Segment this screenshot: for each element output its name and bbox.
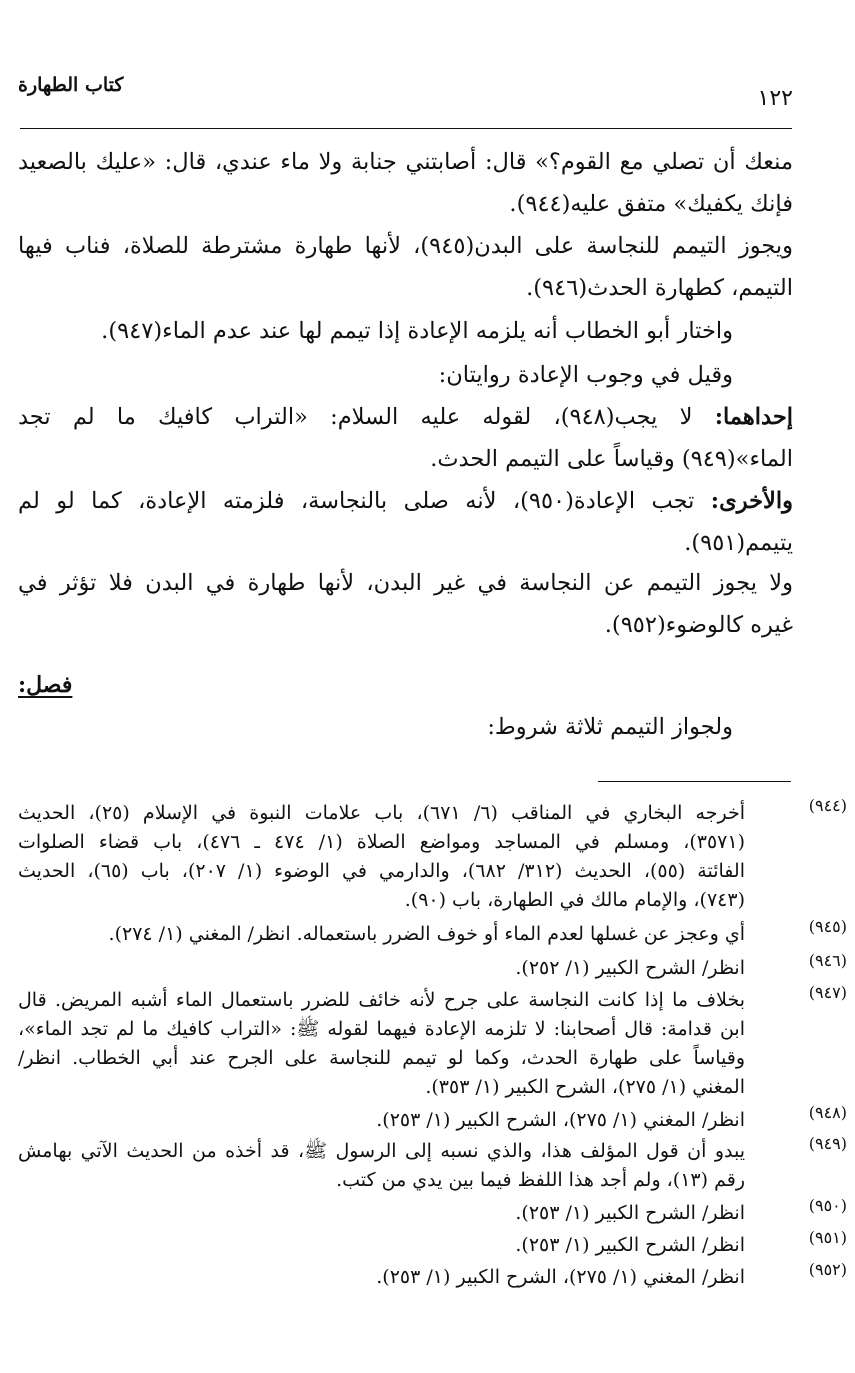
text-line: غيره كالوضوء(٩٥٢). xyxy=(604,612,793,638)
footnote-number: (٩٤٧) xyxy=(808,983,847,1002)
text-line: التيمم، كطهارة الحدث(٩٤٦). xyxy=(526,275,793,301)
section-heading: فصل: xyxy=(18,672,73,698)
footnote-line: انظر/ الشرح الكبير (١/ ٢٥٣). xyxy=(515,1234,745,1256)
footnote-number: (٩٤٤) xyxy=(808,796,847,815)
footnote-line: (٧٤٣)، والإمام مالك في الطهارة، باب (٩٠). xyxy=(404,889,745,911)
page-number: ١٢٢ xyxy=(757,86,793,111)
footnote-line: انظر/ الشرح الكبير (١/ ٢٥٢). xyxy=(515,957,745,979)
footnote-line: المغني (١/ ٢٧٥)، الشرح الكبير (١/ ٣٥٣). xyxy=(425,1076,745,1098)
footnote-line: انظر/ المغني (١/ ٢٧٥)، الشرح الكبير (١/ ٢٥٣). xyxy=(376,1266,745,1288)
text-line: ويجوز التيمم للنجاسة على البدن(٩٤٥)، لأنها طهارة مشترطة للصلاة، فناب فيها xyxy=(18,233,793,259)
footnote-number: (٩٥١) xyxy=(808,1228,847,1247)
text-line: يتيمم(٩٥١). xyxy=(684,530,793,556)
first-opinion-label: إحداهما: xyxy=(714,404,793,430)
footnote-line: انظر/ الشرح الكبير (١/ ٢٥٣). xyxy=(515,1202,745,1224)
footnote-number: (٩٤٩) xyxy=(808,1134,847,1153)
footnote-line: الفائتة (٥٥)، الحديث (٣١٢/ ٦٨٢)، والدارمي في الوضوء (١/ ٢٠٧)، باب (٦٥)، الحديث xyxy=(18,860,745,882)
footnote-rule xyxy=(598,781,791,782)
footnote-line: ابن قدامة: قال أصحابنا: لا تلزمه الإعادة فيهما لقوله ﷺ: «التراب كافيك ما لم تجد الماء»، xyxy=(18,1018,745,1040)
footnote-line: وقياساً على طهارة الحدث، وكما لو تيمم للنجاسة على الجرح عند أبي الخطاب. انظر/ xyxy=(18,1047,745,1069)
footnote-line: بخلاف ما إذا كانت النجاسة على جرح لأنه خائف للضرر باستعمال الماء أشبه المريض. قال xyxy=(18,989,745,1011)
running-title: كتاب الطهارة xyxy=(18,74,124,96)
second-opinion-text: تجب الإعادة(٩٥٠)، لأنه صلى بالنجاسة، فلزمته الإعادة، كما لو لم xyxy=(18,488,695,514)
second-opinion-label: والأخرى: xyxy=(710,488,793,514)
footnote-number: (٩٤٦) xyxy=(808,951,847,970)
footnote-line: (٣٥٧١)، ومسلم في المساجد ومواضع الصلاة (١/ ٤٧٤ ـ ٤٧٦)، باب قضاء الصلوات xyxy=(18,831,745,853)
footnote-line: رقم (١٣)، ولم أجد هذا اللفظ فيما بين يدي من كتب. xyxy=(336,1169,745,1191)
header-rule xyxy=(20,128,792,129)
footnote-line: أخرجه البخاري في المناقب (٦/ ٦٧١)، باب علامات النبوة في الإسلام (٢٥)، الحديث xyxy=(18,802,745,824)
first-opinion-text: لا يجب(٩٤٨)، لقوله عليه السلام: «التراب كافيك ما لم تجد xyxy=(18,404,693,430)
footnote-line: يبدو أن قول المؤلف هذا، والذي نسبه إلى الرسول ﷺ، قد أخذه من الحديث الآتي بهامش xyxy=(18,1140,745,1162)
footnote-number: (٩٥٢) xyxy=(808,1260,847,1279)
footnote-number: (٩٤٥) xyxy=(808,917,847,936)
text-line: واختار أبو الخطاب أنه يلزمه الإعادة إذا تيمم لها عند عدم الماء(٩٤٧). xyxy=(101,318,733,344)
footnote-number: (٩٥٠) xyxy=(808,1196,847,1215)
text-line: ولا يجوز التيمم عن النجاسة في غير البدن، لأنها طهارة في البدن فلا تؤثر في xyxy=(18,570,793,596)
footnote-line: انظر/ المغني (١/ ٢٧٥)، الشرح الكبير (١/ ٢٥٣). xyxy=(376,1109,745,1131)
footnote-number: (٩٤٨) xyxy=(808,1103,847,1122)
section-opening: ولجواز التيمم ثلاثة شروط: xyxy=(487,714,733,740)
text-line: وقيل في وجوب الإعادة روايتان: xyxy=(438,362,733,388)
text-line: فإنك يكفيك» متفق عليه(٩٤٤). xyxy=(509,191,793,217)
text-line: الماء»(٩٤٩) وقياساً على التيمم الحدث. xyxy=(430,446,793,472)
text-line: منعك أن تصلي مع القوم؟» قال: أصابتني جنابة ولا ماء عندي، قال: «عليك بالصعيد xyxy=(18,149,793,175)
footnote-line: أي وعجز عن غسلها لعدم الماء أو خوف الضرر باستعماله. انظر/ المغني (١/ ٢٧٤). xyxy=(108,923,745,945)
text-line xyxy=(18,486,793,516)
text-line xyxy=(18,402,793,432)
